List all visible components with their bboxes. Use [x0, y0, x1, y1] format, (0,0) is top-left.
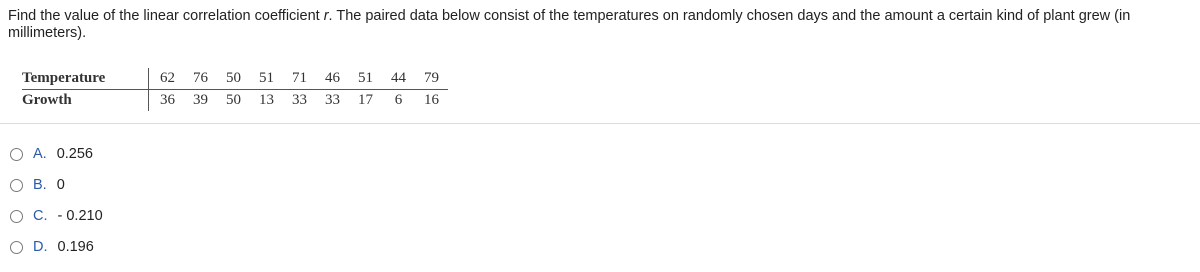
growth-cell: 33	[292, 92, 307, 108]
question-part-2: . The paired data below consist of the temperatures on randomly chosen days and the amount a certain kind of plant grew (in millimeters).	[8, 8, 1131, 41]
temperature-cell: 62	[149, 68, 185, 90]
growth-cell: 50	[226, 92, 241, 108]
answer-choices	[10, 144, 103, 268]
question-variable: r	[323, 8, 329, 24]
growth-cell: 33	[325, 92, 340, 108]
section-divider	[0, 123, 1200, 124]
temperature-cell: 51	[250, 68, 283, 90]
growth-label: Growth	[22, 90, 149, 112]
choice-b[interactable]	[10, 175, 103, 195]
choice-c[interactable]	[10, 206, 103, 226]
question-part-1: Find the value of the linear correlation coefficient	[8, 8, 324, 24]
radio-button-icon[interactable]	[10, 148, 23, 161]
choice-d[interactable]	[10, 237, 103, 257]
temperature-cell: 44	[382, 68, 415, 90]
temperature-cell: 76	[184, 68, 217, 90]
temperature-cell: 71	[283, 68, 316, 90]
choice-value: 0.196	[57, 239, 94, 255]
radio-button-icon[interactable]	[10, 210, 23, 223]
growth-row	[22, 90, 448, 112]
choice-letter: A.	[33, 146, 47, 162]
temperature-cell: 79	[415, 68, 448, 90]
choice-a[interactable]	[10, 144, 103, 164]
choice-letter: D.	[33, 239, 48, 255]
growth-cell: 39	[193, 92, 208, 108]
temperature-cell: 51	[349, 68, 382, 90]
growth-cell: 16	[424, 92, 439, 108]
growth-cell: 13	[259, 92, 274, 108]
temperature-row	[22, 68, 448, 90]
growth-cell: 36	[160, 92, 175, 108]
choice-letter: C.	[33, 208, 48, 224]
question-text	[8, 8, 1193, 42]
data-table	[22, 68, 448, 111]
temperature-label: Temperature	[22, 68, 149, 90]
radio-button-icon[interactable]	[10, 179, 23, 192]
temperature-cell: 46	[316, 68, 349, 90]
growth-cell: 17	[358, 92, 373, 108]
choice-value: 0.256	[56, 146, 93, 162]
choice-value: - 0.210	[57, 208, 103, 224]
choice-letter: B.	[33, 177, 47, 193]
growth-cell: 6	[394, 92, 403, 108]
temperature-cell: 50	[217, 68, 250, 90]
radio-button-icon[interactable]	[10, 241, 23, 254]
choice-value: 0	[56, 177, 65, 193]
